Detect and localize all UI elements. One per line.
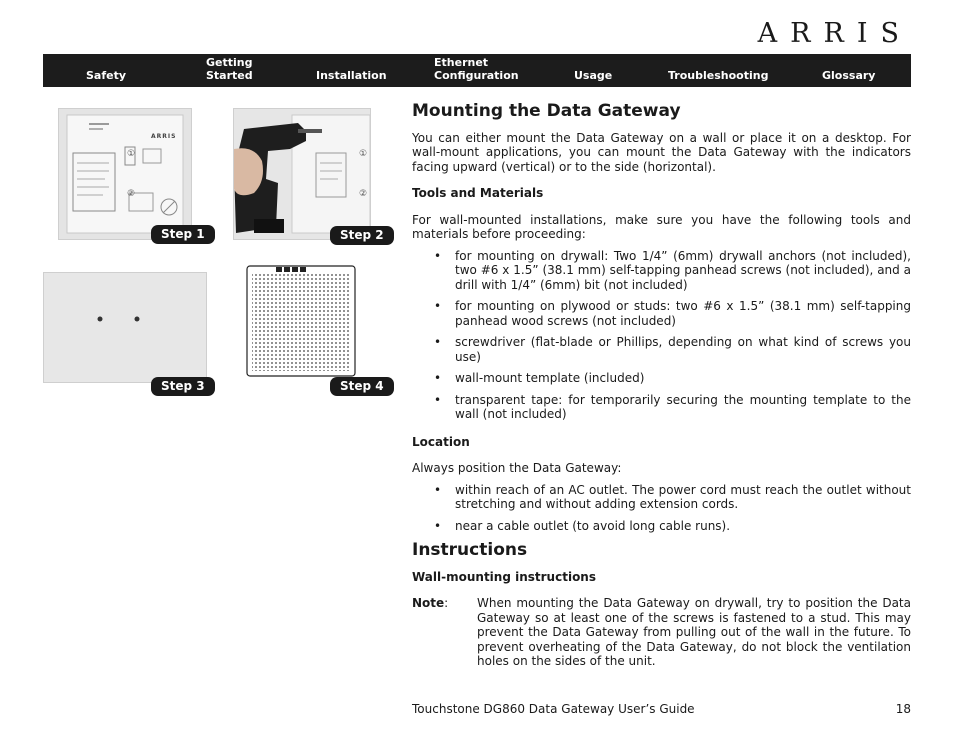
- step3-photo: [43, 272, 207, 383]
- list-item: • for mounting on drywall: Two 1/4” (6mm) drywall anchors (not included), two #6 x 1.5” (38.1 mm) self-tapping panhead screws (not included), and a drill with 1/4” (6mm) bit (not included): [412, 249, 911, 293]
- nav-item-troubleshooting[interactable]: Troubleshooting: [668, 69, 769, 82]
- template-circle-1: ①: [359, 149, 368, 159]
- template-circle-2: ②: [359, 189, 368, 199]
- top-nav-bar: [43, 54, 911, 87]
- list-item: • wall-mount template (included): [412, 371, 911, 386]
- page-number: 18: [895, 702, 911, 716]
- note-label: Note:: [412, 596, 449, 610]
- nav-item-safety[interactable]: Safety: [86, 69, 127, 82]
- tools-heading: Tools and Materials: [412, 186, 544, 200]
- nav-item-getting-started[interactable]: Getting Started: [206, 56, 253, 82]
- step4-photo: [246, 265, 356, 377]
- list-item: • within reach of an AC outlet. The power cord must reach the outlet without stretching and without adding extension cords.: [412, 483, 911, 512]
- list-item: • screwdriver (flat-blade or Phillips, depending on what kind of screws you use): [412, 335, 911, 364]
- nav-item-usage[interactable]: Usage: [574, 69, 613, 82]
- tools-intro: For wall-mounted installations, make sure you have the following tools and materials before proceeding:: [412, 212, 911, 241]
- location-list: [412, 483, 911, 534]
- list-item: • near a cable outlet (to avoid long cable runs).: [412, 519, 911, 534]
- note-block: [412, 596, 911, 669]
- intro-paragraph: You can either mount the Data Gateway on a wall or place it on a desktop. For wall-mount applications, you can mount the Data Gateway with the indicators facing upward (vertical) or to the side (horizontal).: [412, 130, 911, 174]
- list-item: • for mounting on plywood or studs: two #6 x 1.5” (38.1 mm) self-tapping panhead wood screws (not included): [412, 299, 911, 328]
- location-intro: Always position the Data Gateway:: [412, 461, 622, 475]
- list-item: • transparent tape: for temporarily securing the mounting template to the wall (not included): [412, 393, 911, 422]
- arris-logo: ARRIS: [757, 18, 912, 49]
- instructions-title: Instructions: [412, 540, 528, 560]
- nav-item-glossary[interactable]: Glossary: [822, 69, 876, 82]
- note-text: When mounting the Data Gateway on drywall, try to position the Data Gateway so at least one of the screws is fastened to a stud. This may prevent the Data Gateway from pulling out of the wall in the future. To prevent overheating of the Data Gateway, do not block the ventilation holes on the sides of the unit.: [477, 596, 911, 668]
- step2-badge: Step 2: [330, 226, 394, 245]
- mounting-template-illustration: [59, 109, 191, 239]
- section-title: Mounting the Data Gateway: [412, 101, 681, 121]
- drill-illustration: [234, 109, 370, 239]
- template-circle-2: ②: [127, 189, 136, 199]
- wall-mounting-heading: Wall-mounting instructions: [412, 569, 596, 584]
- main-content: [412, 101, 911, 669]
- template-logo: ARRIS: [151, 133, 177, 140]
- step1-photo: [58, 108, 192, 240]
- wall-screws-illustration: [44, 273, 206, 382]
- page-footer: [412, 702, 911, 716]
- step3-badge: Step 3: [151, 377, 215, 396]
- tools-list: [412, 249, 911, 422]
- step1-badge: Step 1: [151, 225, 215, 244]
- nav-item-installation[interactable]: Installation: [316, 69, 387, 82]
- footer-title: Touchstone DG860 Data Gateway User’s Guide: [412, 702, 695, 716]
- location-heading: Location: [412, 434, 470, 449]
- step4-badge: Step 4: [330, 377, 394, 396]
- nav-item-ethernet-configuration[interactable]: Ethernet Configuration: [434, 56, 519, 82]
- gateway-mounted-illustration: [246, 265, 356, 377]
- step2-photo: [233, 108, 371, 240]
- template-circle-1: ①: [127, 149, 136, 159]
